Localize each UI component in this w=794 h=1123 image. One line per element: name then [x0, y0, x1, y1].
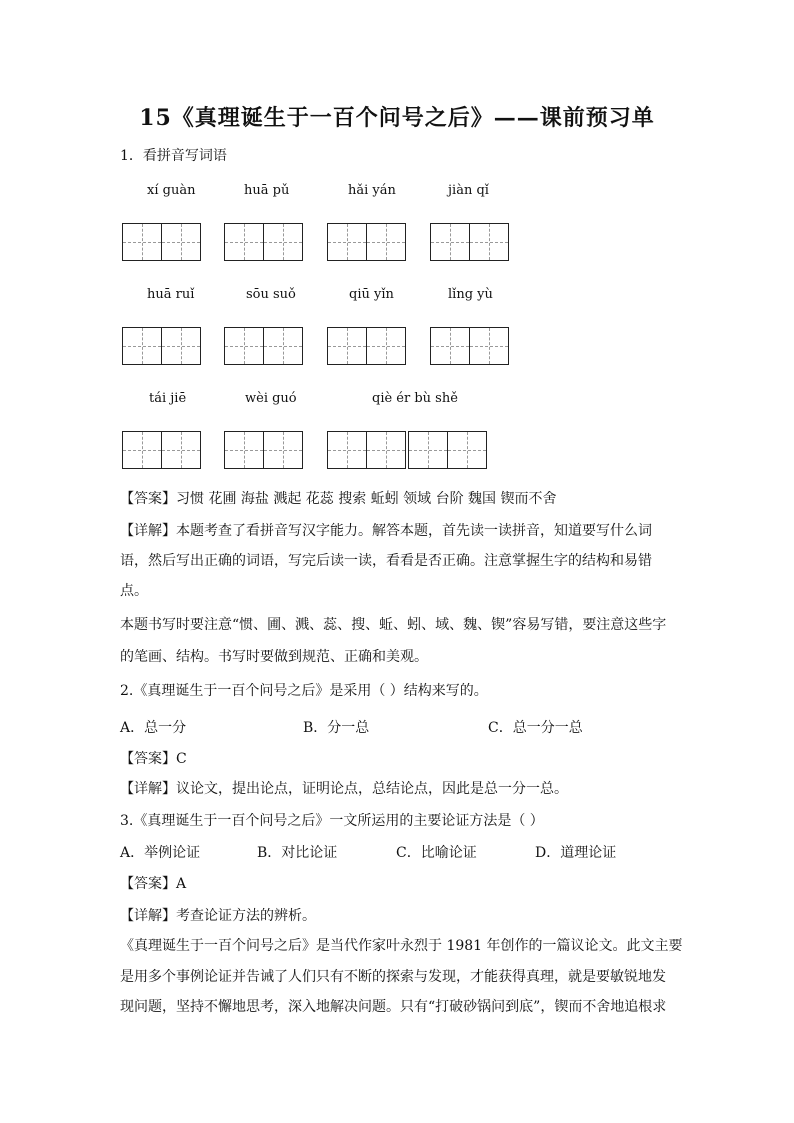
detail-text: 《真理诞生于一百个问号之后》是当代作家叶永烈于 1981 年创作的一篇议论文。此文主要	[120, 938, 683, 954]
pinyin-label: wèi guó	[245, 391, 297, 406]
pinyin-label: sōu suǒ	[246, 287, 296, 302]
writing-grid[interactable]	[327, 223, 406, 261]
pinyin-label: jiàn qǐ	[448, 183, 489, 198]
writing-grid[interactable]	[122, 431, 201, 469]
option-c[interactable]: C．总一分一总	[488, 720, 583, 736]
writing-grid[interactable]	[122, 223, 201, 261]
detail-text: 【详解】本题考查了看拼音写汉字能力。解答本题，首先读一读拼音，知道要写什么词	[120, 523, 652, 539]
writing-grid[interactable]	[430, 223, 509, 261]
pinyin-label: lǐng yù	[448, 287, 493, 302]
question-1-heading: 1．看拼音写词语	[120, 148, 227, 164]
option-a[interactable]: A．举例论证	[120, 845, 201, 861]
question-2: 2.《真理诞生于一百个问号之后》是采用（ ）结构来写的。	[120, 683, 488, 699]
pinyin-label: qiè ér bù shě	[372, 391, 458, 406]
option-b[interactable]: B．对比论证	[257, 845, 338, 861]
pinyin-label: huā pǔ	[244, 183, 290, 198]
option-d[interactable]: D．道理论证	[535, 845, 617, 861]
pinyin-label: tái jiē	[149, 391, 187, 406]
writing-grid[interactable]	[224, 223, 303, 261]
option-b[interactable]: B．分一总	[303, 720, 370, 736]
answer-text: 【答案】习惯 花圃 海盐 溅起 花蕊 搜索 蚯蚓 领域 台阶 魏国 锲而不舍	[120, 491, 557, 507]
pinyin-label: xí guàn	[147, 183, 196, 198]
detail-text: 点。	[120, 583, 148, 599]
detail-text: 语，然后写出正确的词语，写完后读一读，看看是否正确。注意掌握生字的结构和易错	[120, 553, 652, 569]
detail-text: 本题书写时要注意“惯、圃、溅、蕊、搜、蚯、蚓、域、魏、锲”容易写错，要注意这些字	[120, 617, 667, 633]
option-c[interactable]: C．比喻论证	[396, 845, 477, 861]
question-3: 3.《真理诞生于一百个问号之后》一文所运用的主要论证方法是（ ）	[120, 813, 544, 829]
detail-text: 现问题，坚持不懈地思考，深入地解决问题。只有“打破砂锅问到底”，锲而不舍地追根求	[120, 999, 667, 1015]
option-a[interactable]: A．总一分	[120, 720, 187, 736]
detail-text: 【详解】议论文，提出论点，证明论点，总结论点，因此是总一分一总。	[120, 781, 568, 797]
answer-text: 【答案】A	[120, 876, 187, 892]
writing-grid[interactable]	[430, 327, 509, 365]
answer-text: 【答案】C	[120, 751, 187, 767]
writing-grid[interactable]	[224, 431, 303, 469]
detail-text: 的笔画、结构。书写时要做到规范、正确和美观。	[120, 649, 428, 665]
writing-grid[interactable]	[327, 431, 487, 469]
writing-grid[interactable]	[122, 327, 201, 365]
pinyin-label: huā ruǐ	[147, 287, 195, 302]
pinyin-label: hǎi yán	[348, 183, 396, 198]
pinyin-label: qiū yǐn	[349, 287, 394, 302]
writing-grid[interactable]	[224, 327, 303, 365]
detail-text: 【详解】考查论证方法的辨析。	[120, 908, 316, 924]
page-title: 15《真理诞生于一百个问号之后》——课前预习单	[139, 105, 655, 131]
detail-text: 是用多个事例论证并告诫了人们只有不断的探索与发现，才能获得真理，就是要敏锐地发	[120, 969, 666, 985]
writing-grid[interactable]	[327, 327, 406, 365]
